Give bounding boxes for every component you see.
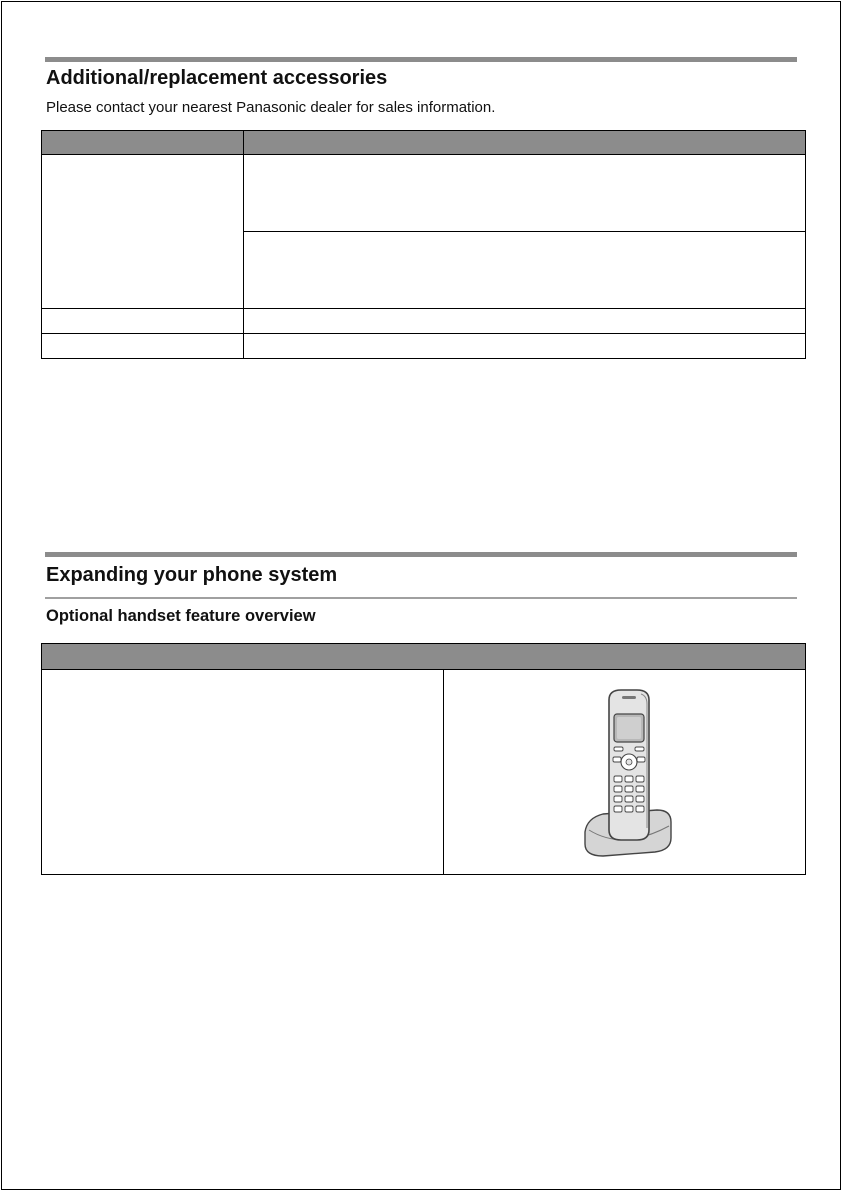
- section-title-expanding: Expanding your phone system: [46, 564, 338, 586]
- feature-text-cell: [42, 670, 444, 875]
- section-rule-accessories: [45, 57, 797, 62]
- accessory-cell: [42, 334, 244, 359]
- cordless-handset-icon: [575, 680, 675, 860]
- accessory-cell: [42, 155, 244, 309]
- accessories-header-col1: [42, 131, 244, 155]
- section-rule-expanding: [45, 552, 797, 557]
- subsection-title: Optional handset feature overview: [46, 607, 316, 625]
- optional-handset-table: [41, 643, 806, 875]
- accessory-detail-cell: [244, 309, 806, 334]
- accessory-cell: [42, 309, 244, 334]
- accessories-table: [41, 130, 806, 359]
- accessory-detail-cell: [244, 232, 806, 309]
- subsection-rule: [45, 597, 797, 599]
- accessories-header-col2: [244, 131, 806, 155]
- handset-image-cell: [444, 670, 806, 875]
- accessory-detail-cell: [244, 155, 806, 232]
- accessory-detail-cell: [244, 334, 806, 359]
- optional-handset-header: [42, 644, 806, 670]
- dealer-note: Please contact your nearest Panasonic dealer for sales information.: [46, 99, 496, 116]
- section-title-accessories: Additional/replacement accessories: [46, 67, 388, 89]
